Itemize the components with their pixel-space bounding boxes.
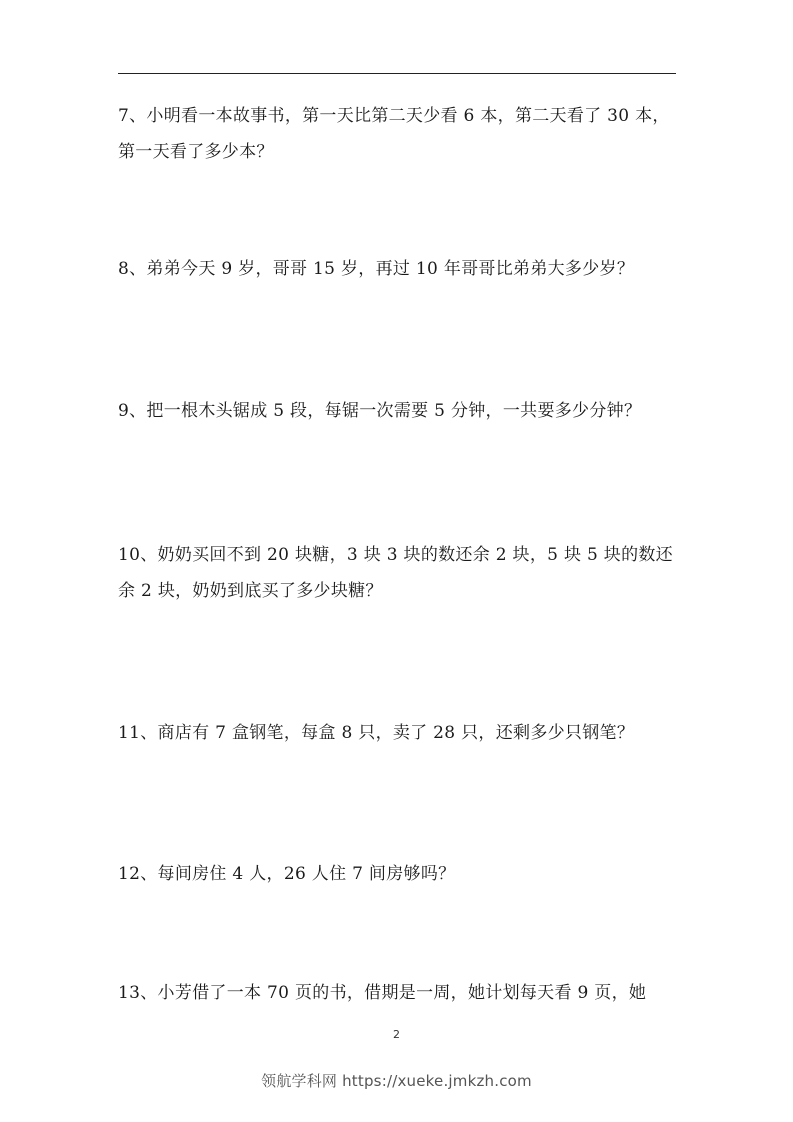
question-line: 7、小明看一本故事书，第一天比第二天少看 6 本，第二天看了 30 本，	[118, 106, 670, 126]
question-7	[118, 98, 678, 170]
question-8	[118, 251, 678, 287]
question-12	[118, 856, 678, 892]
page-number: 2	[393, 1028, 400, 1041]
header-rule	[118, 73, 676, 74]
question-line: 9、把一根木头锯成 5 段，每锯一次需要 5 分钟，一共要多少分钟？	[118, 401, 642, 421]
question-line: 11、商店有 7 盒钢笔，每盒 8 只，卖了 28 只，还剩多少只钢笔？	[118, 723, 635, 743]
question-10	[118, 537, 678, 609]
question-line: 8、弟弟今天 9 岁，哥哥 15 岁，再过 10 年哥哥比弟弟大多少岁？	[118, 259, 635, 279]
question-line: 10、奶奶买回不到 20 块糖，3 块 3 块的数还余 2 块，5 块 5 块的数还	[118, 545, 673, 565]
question-line: 第一天看了多少本？	[118, 142, 274, 162]
question-13	[118, 975, 678, 1011]
watermark-text: 领航学科网 https://xueke.jmkzh.com	[261, 1072, 532, 1090]
question-11	[118, 715, 678, 751]
question-9	[118, 393, 678, 429]
question-line: 13、小芳借了一本 70 页的书，借期是一周，她计划每天看 9 页，她	[118, 983, 647, 1003]
question-line: 余 2 块，奶奶到底买了多少块糖？	[118, 581, 383, 601]
question-line: 12、每间房住 4 人，26 人住 7 间房够吗？	[118, 864, 456, 884]
